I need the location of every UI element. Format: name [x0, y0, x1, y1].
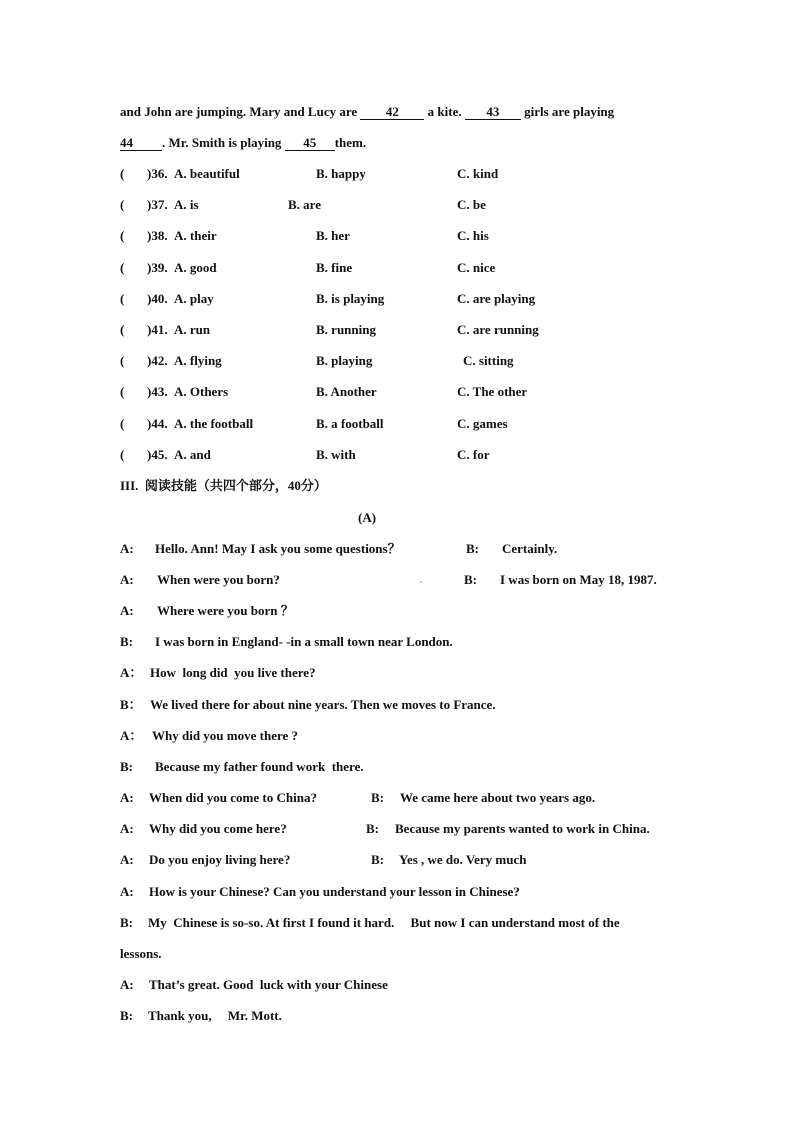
question-number: )38. [147, 228, 168, 243]
option-a: A. beautiful [174, 166, 240, 181]
speaker-label: B: [371, 852, 384, 867]
option-b: B. are [288, 197, 321, 212]
option-a: A. flying [174, 353, 222, 368]
dialogue-text: I was born on May 18, 1987. [500, 572, 657, 587]
dialogue-text: We lived there for about nine years. Then we moves to France. [150, 697, 496, 712]
passage-text: . Mr. Smith is playing [162, 135, 285, 150]
question-number: )41. [147, 322, 168, 337]
dialogue-text: Why did you come here? [149, 821, 287, 836]
option-a: A. good [174, 260, 217, 275]
option-a: A. is [174, 197, 199, 212]
option-a: A. Others [174, 384, 229, 399]
dialogue-text: Yes , we do. Very much [399, 852, 527, 867]
dialogue-text: Hello. Ann! May I ask you some questions？ [155, 541, 401, 556]
dialogue-text: Because my parents wanted to work in China. [395, 821, 650, 836]
option-b: B. running [316, 322, 376, 337]
dialogue-text: That’s great. Good luck with your Chinese [149, 977, 388, 992]
answer-paren: ( [120, 322, 125, 337]
option-c: C. The other [457, 384, 528, 399]
option-c: C. kind [457, 166, 499, 181]
dialogue-text: We came here about two years ago. [400, 790, 596, 805]
option-b: B. with [316, 447, 356, 462]
answer-paren: ( [120, 228, 125, 243]
option-c: C. sitting [463, 353, 514, 368]
speaker-label: A: [120, 977, 134, 992]
option-b: B. playing [316, 353, 373, 368]
option-a: A. and [174, 447, 211, 462]
dialogue-text: Why did you move there ? [152, 728, 299, 743]
speaker-label: A: [120, 572, 134, 587]
option-c: C. games [457, 416, 508, 431]
question-number: )36. [147, 166, 168, 181]
speaker-label: A： [120, 665, 143, 680]
blank-43: 43 [465, 105, 521, 120]
blank-42: 42 [360, 105, 424, 120]
dialogue-text-continued: lessons. [120, 946, 162, 961]
speaker-label: B: [464, 572, 477, 587]
dialogue-text: Do you enjoy living here? [149, 852, 291, 867]
speaker-label: A： [120, 728, 143, 743]
speaker-label: B： [120, 697, 142, 712]
option-a: A. their [174, 228, 217, 243]
blank-45: 45 [285, 136, 335, 151]
answer-paren: ( [120, 260, 125, 275]
section-heading: III. 阅读技能（共四个部分，40分） [120, 478, 327, 493]
speaker-label: B: [120, 759, 133, 774]
speaker-label: B: [120, 1008, 133, 1023]
dialogue-text: How long did you live there? [150, 665, 316, 680]
answer-paren: ( [120, 384, 125, 399]
dialogue-text: Thank you, Mr. Mott. [148, 1008, 282, 1023]
speaker-label: B: [466, 541, 479, 556]
speaker-label: B: [120, 634, 133, 649]
speaker-label: B: [120, 915, 133, 930]
option-c: C. nice [457, 260, 496, 275]
option-c: C. his [457, 228, 489, 243]
option-c: C. for [457, 447, 490, 462]
option-b: B. a football [316, 416, 384, 431]
dialogue-text: I was born in England- -in a small town near London. [155, 634, 453, 649]
subsection-label: (A) [358, 510, 377, 525]
option-c: C. are running [457, 322, 539, 337]
question-number: )44. [147, 416, 168, 431]
speaker-label: A: [120, 790, 134, 805]
option-c: C. be [457, 197, 486, 212]
passage-text: and John are jumping. Mary and Lucy are [120, 104, 361, 119]
speaker-label: B: [366, 821, 379, 836]
stray-dot: . [420, 575, 423, 586]
speaker-label: A: [120, 821, 134, 836]
answer-paren: ( [120, 447, 125, 462]
answer-paren: ( [120, 416, 125, 431]
speaker-label: A: [120, 884, 134, 899]
dialogue-text: My Chinese is so-so. At first I found it hard. But now I can understand most of the [148, 915, 620, 930]
answer-paren: ( [120, 166, 125, 181]
speaker-label: A: [120, 541, 134, 556]
option-b: B. happy [316, 166, 366, 181]
dialogue-text: When were you born? [157, 572, 280, 587]
option-b: B. Another [316, 384, 377, 399]
question-number: )37. [147, 197, 168, 212]
option-b: B. is playing [316, 291, 385, 306]
dialogue-text: Where were you born ？ [157, 603, 294, 618]
dialogue-text: How is your Chinese? Can you understand your lesson in Chinese? [149, 884, 520, 899]
answer-paren: ( [120, 197, 125, 212]
answer-paren: ( [120, 353, 125, 368]
passage-line-1 [120, 104, 614, 120]
option-b: B. her [316, 228, 350, 243]
dialogue-text: Because my father found work there. [155, 759, 364, 774]
option-b: B. fine [316, 260, 353, 275]
speaker-label: A: [120, 603, 134, 618]
blank-44: 44 [120, 136, 162, 151]
speaker-label: B: [371, 790, 384, 805]
passage-text: girls are playing [520, 104, 615, 119]
question-number: )40. [147, 291, 168, 306]
question-number: )42. [147, 353, 168, 368]
question-number: )45. [147, 447, 168, 462]
question-number: )39. [147, 260, 168, 275]
option-a: A. the football [174, 416, 254, 431]
option-a: A. run [174, 322, 211, 337]
dialogue-text: Certainly. [502, 541, 558, 556]
question-number: )43. [147, 384, 168, 399]
option-a: A. play [174, 291, 214, 306]
passage-text: a kite. [424, 104, 465, 119]
option-c: C. are playing [457, 291, 536, 306]
speaker-label: A: [120, 852, 134, 867]
answer-paren: ( [120, 291, 125, 306]
dialogue-text: When did you come to China? [149, 790, 317, 805]
passage-line-2 [120, 135, 366, 151]
passage-text: them. [334, 135, 367, 150]
